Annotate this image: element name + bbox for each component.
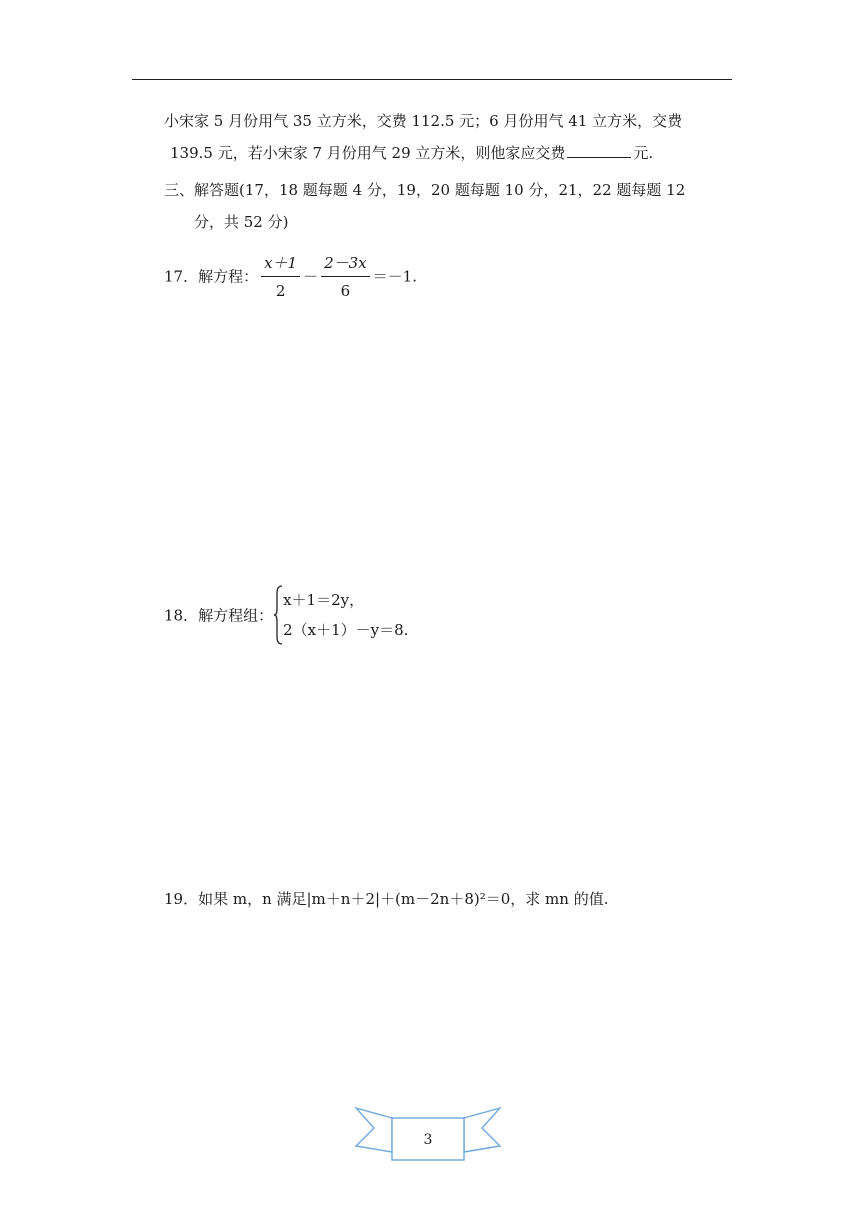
section3-heading: 三、解答题(17，18 题每题 4 分，19，20 题每题 10 分，21，22 题每题 12 (164, 181, 686, 199)
q17-fraction-2 (321, 252, 370, 300)
q17-minus: － (303, 267, 319, 286)
q17-frac2-numerator: 2－3x (321, 252, 370, 277)
q17-fraction-1 (261, 252, 300, 300)
page-number: 3 (423, 1132, 433, 1148)
q18-equation-2: 2（x＋1）－y＝8. (283, 621, 409, 639)
q18 (164, 585, 408, 645)
q18-label: 18．解方程组： (164, 606, 274, 625)
q16-line1: 小宋家 5 月份用气 35 立方米，交费 112.5 元；6 月份用气 41 立方米，交费 (164, 112, 683, 130)
q17-frac1-numerator: x＋1 (261, 252, 300, 277)
q18-equation-1: x＋1＝2y， (283, 591, 365, 609)
q16-line2-text: 139.5 元，若小宋家 7 月份用气 29 立方米，则他家应交费 (170, 144, 566, 162)
q16-line2-unit: 元. (633, 144, 654, 162)
q17-rhs: ＝－1. (372, 267, 417, 286)
q17 (164, 252, 417, 300)
q17-frac2-denominator: 6 (340, 282, 351, 300)
q18-equation-system (273, 585, 408, 645)
header-rule (132, 79, 732, 80)
q17-label: 17．解方程： (164, 267, 259, 286)
q17-frac1-denominator: 2 (275, 282, 286, 300)
section3-heading-cont: 分，共 52 分) (194, 213, 289, 231)
page-number-banner (352, 1104, 504, 1164)
answer-blank[interactable] (567, 143, 631, 158)
left-brace-icon (273, 585, 283, 645)
q19: 19．如果 m，n 满足|m＋n＋2|＋(m－2n＋8)²＝0，求 mn 的值. (164, 890, 609, 908)
q16-line2 (170, 143, 653, 163)
